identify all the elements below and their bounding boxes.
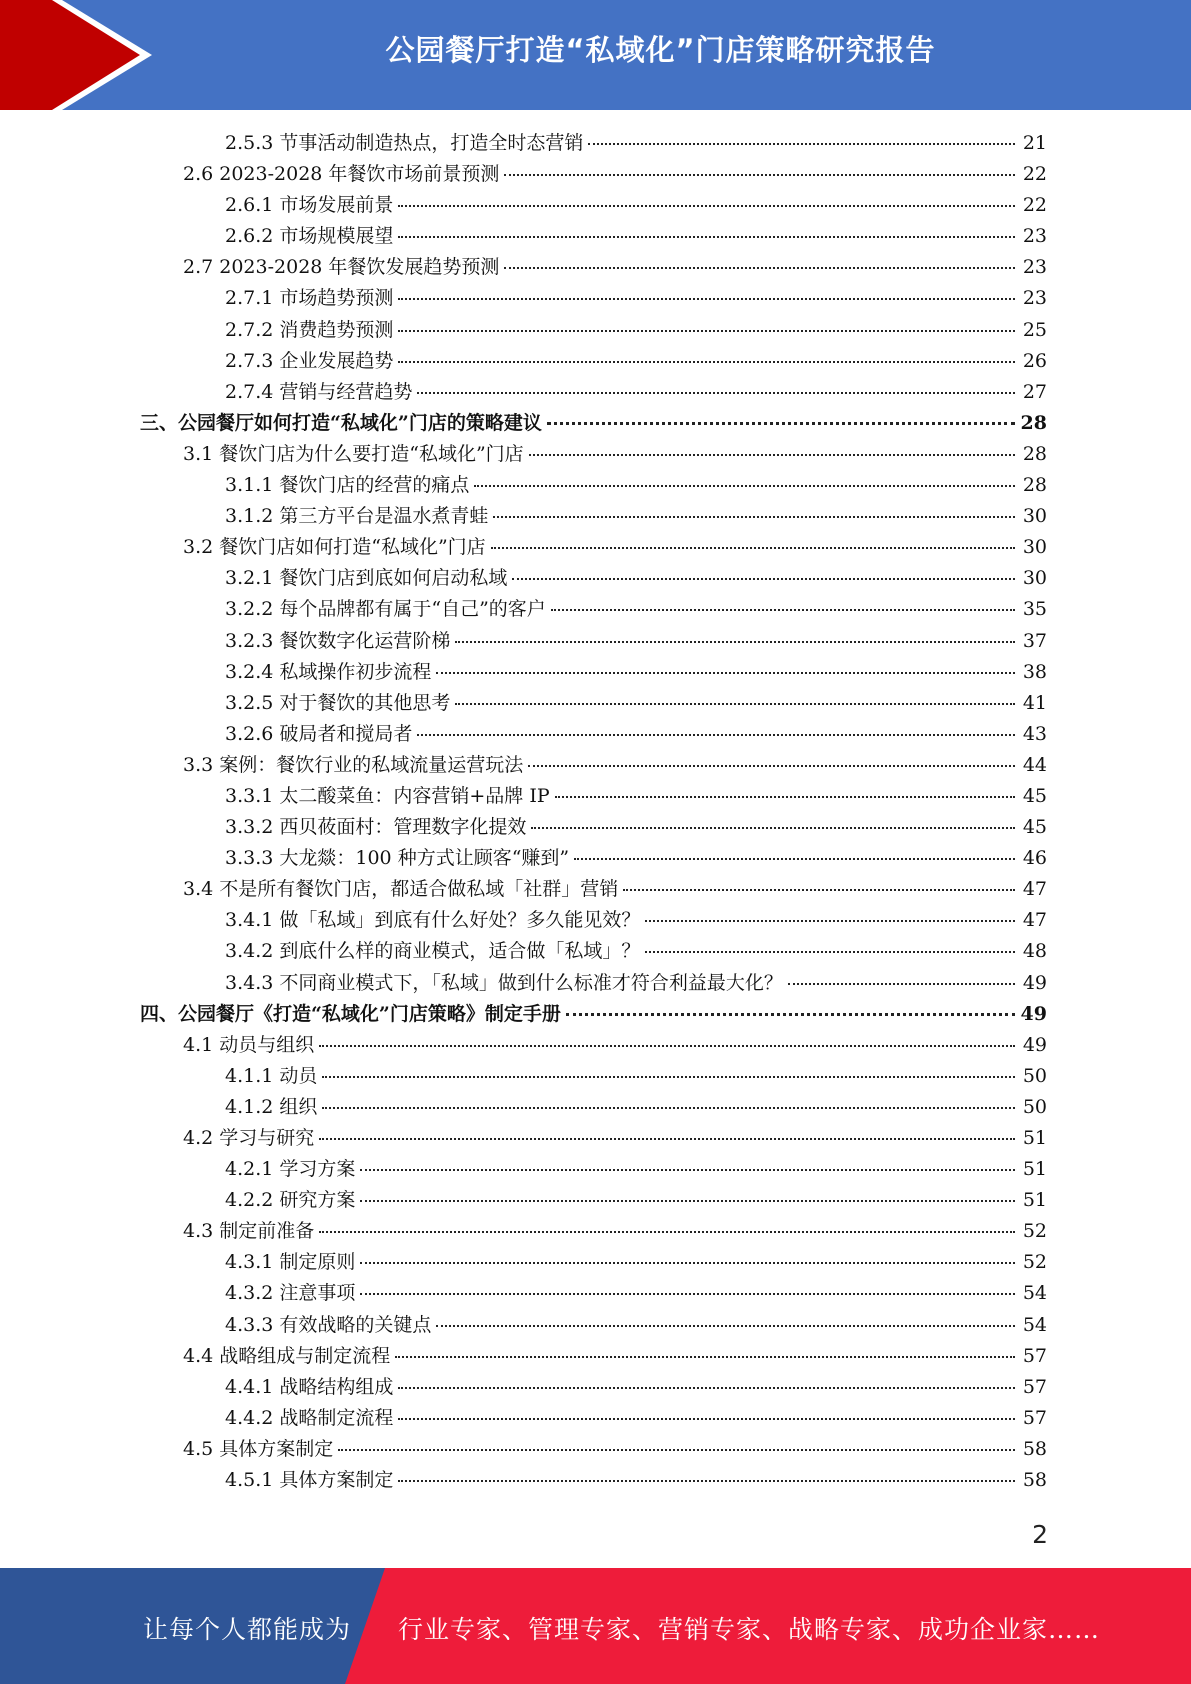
toc-entry-page: 47 bbox=[1022, 878, 1047, 901]
toc-entry-page: 51 bbox=[1022, 1127, 1047, 1149]
toc-dot-leader bbox=[551, 609, 1015, 611]
toc-entry-label: 4.3.1 制定原则 bbox=[225, 1251, 356, 1274]
toc-entry-page: 25 bbox=[1022, 318, 1047, 341]
toc-entry[interactable] bbox=[225, 1185, 1191, 1216]
toc-entry-page: 57 bbox=[1022, 1344, 1047, 1367]
toc-entry-label: 2.7.1 市场趋势预测 bbox=[225, 287, 394, 310]
toc-entry[interactable] bbox=[183, 1123, 1191, 1154]
toc-entry[interactable] bbox=[225, 1278, 1191, 1309]
toc-entry-label: 2.6 2023-2028 年餐饮市场前景预测 bbox=[183, 163, 500, 186]
toc-dot-leader bbox=[455, 641, 1015, 643]
toc-entry-page: 45 bbox=[1022, 816, 1047, 839]
toc-entry-page: 50 bbox=[1022, 1095, 1047, 1118]
toc-entry-label: 4.3 制定前准备 bbox=[183, 1220, 315, 1243]
toc-entry-page: 22 bbox=[1022, 163, 1047, 186]
toc-dot-leader bbox=[623, 889, 1015, 891]
toc-entry[interactable] bbox=[225, 283, 1191, 314]
toc-entry-page: 49 bbox=[1022, 971, 1047, 994]
toc-dot-leader bbox=[319, 1138, 1015, 1140]
report-title: 公园餐厅打造“私域化”门店策略研究报告 bbox=[385, 33, 936, 67]
toc-dot-leader bbox=[529, 454, 1015, 456]
toc-entry-page: 22 bbox=[1022, 194, 1047, 217]
toc-entry-page: 49 bbox=[1022, 1033, 1047, 1056]
toc-dot-leader bbox=[360, 1262, 1015, 1264]
toc-entry[interactable] bbox=[183, 159, 1191, 190]
toc-entry-label: 3.3.3 大龙燚：100 种方式让顾客“赚到” bbox=[225, 847, 570, 870]
toc-dot-leader bbox=[319, 1231, 1015, 1233]
toc-entry-page: 23 bbox=[1022, 256, 1047, 279]
toc-entry[interactable] bbox=[225, 563, 1191, 594]
toc-entry[interactable] bbox=[225, 812, 1191, 843]
toc-entry-label: 3.1.2 第三方平台是温水煮青蛙 bbox=[225, 505, 489, 528]
toc-dot-leader bbox=[398, 205, 1015, 207]
toc-dot-leader bbox=[398, 1418, 1015, 1420]
toc-entry-label: 3.2.5 对于餐饮的其他思考 bbox=[225, 691, 451, 714]
toc-entry-page: 28 bbox=[1020, 411, 1047, 434]
toc-entry-page: 23 bbox=[1022, 225, 1047, 248]
footer-banner bbox=[0, 1568, 1191, 1684]
toc-entry-page: 41 bbox=[1022, 691, 1047, 714]
toc-entry[interactable] bbox=[183, 1216, 1191, 1247]
toc-entry-label: 4.2 学习与研究 bbox=[183, 1127, 315, 1149]
toc-entry-page: 44 bbox=[1022, 753, 1047, 776]
toc-entry-page: 47 bbox=[1022, 909, 1047, 932]
footer-slogan-left: 让每个人都能成为 bbox=[143, 1615, 352, 1644]
toc-entry[interactable] bbox=[225, 781, 1191, 812]
toc-entry-label: 4.1 动员与组织 bbox=[183, 1033, 315, 1056]
toc-entry[interactable] bbox=[225, 128, 1191, 159]
toc-entry-label: 4.2.2 研究方案 bbox=[225, 1189, 356, 1212]
toc-dot-leader bbox=[493, 516, 1015, 518]
toc-dot-leader bbox=[360, 1200, 1015, 1202]
toc-entry-page: 50 bbox=[1022, 1064, 1047, 1087]
toc-entry[interactable] bbox=[183, 532, 1191, 563]
toc-dot-leader bbox=[547, 422, 1015, 425]
toc-entry[interactable] bbox=[225, 905, 1191, 936]
toc-entry-label: 3.4.2 到底什么样的商业模式，适合做「私域」？ bbox=[225, 940, 641, 963]
toc-dot-leader bbox=[645, 951, 1015, 953]
toc-dot-leader bbox=[395, 1356, 1015, 1358]
toc-entry[interactable] bbox=[225, 843, 1191, 874]
toc-entry-label: 3.2.2 每个品牌都有属于“自己”的客户 bbox=[225, 598, 546, 621]
toc-entry[interactable] bbox=[225, 626, 1191, 657]
toc-entry-label: 2.6.2 市场规模展望 bbox=[225, 225, 394, 248]
toc-dot-leader bbox=[398, 1387, 1015, 1389]
toc-entry[interactable] bbox=[183, 750, 1191, 781]
toc-dot-leader bbox=[455, 703, 1015, 705]
toc-entry[interactable] bbox=[225, 315, 1191, 346]
toc-entry[interactable] bbox=[225, 936, 1191, 967]
toc-dot-leader bbox=[436, 1325, 1015, 1327]
toc-entry-page: 52 bbox=[1022, 1251, 1047, 1274]
toc-entry-page: 51 bbox=[1022, 1189, 1047, 1212]
toc-entry-label: 3.1.1 餐饮门店的经营的痛点 bbox=[225, 474, 470, 497]
toc-entry[interactable] bbox=[183, 439, 1191, 470]
toc-dot-leader bbox=[574, 858, 1015, 860]
toc-dot-leader bbox=[788, 983, 1015, 985]
toc-entry-page: 51 bbox=[1022, 1158, 1047, 1181]
toc-entry[interactable] bbox=[140, 408, 1191, 439]
toc-entry[interactable] bbox=[225, 1154, 1191, 1185]
toc-entry[interactable] bbox=[225, 1310, 1191, 1341]
toc-entry-label: 2.7 2023-2028 年餐饮发展趋势预测 bbox=[183, 256, 500, 279]
toc-entry[interactable] bbox=[183, 1434, 1191, 1465]
toc-entry-label: 4.5 具体方案制定 bbox=[183, 1437, 334, 1460]
toc-entry-page: 46 bbox=[1022, 847, 1047, 870]
toc-entry[interactable] bbox=[225, 1403, 1191, 1434]
toc-dot-leader bbox=[417, 392, 1015, 394]
toc-entry-page: 43 bbox=[1022, 722, 1047, 745]
toc-entry[interactable] bbox=[225, 1372, 1191, 1403]
toc-entry-page: 57 bbox=[1022, 1375, 1047, 1398]
toc-dot-leader bbox=[338, 1449, 1015, 1451]
toc-entry[interactable] bbox=[225, 657, 1191, 688]
toc-entry-label: 3.3 案例：餐饮行业的私域流量运营玩法 bbox=[183, 753, 524, 776]
toc-entry-label: 2.5.3 节事活动制造热点，打造全时态营销 bbox=[225, 132, 584, 154]
toc-entry-label: 4.3.3 有效战略的关键点 bbox=[225, 1313, 432, 1336]
toc-entry[interactable] bbox=[225, 470, 1191, 501]
toc-entry[interactable] bbox=[225, 501, 1191, 532]
toc-entry-page: 48 bbox=[1022, 940, 1047, 963]
toc-entry-page: 37 bbox=[1022, 629, 1047, 652]
toc-entry[interactable] bbox=[225, 594, 1191, 625]
toc-dot-leader bbox=[566, 1013, 1015, 1016]
toc-entry-page: 49 bbox=[1020, 1002, 1047, 1025]
toc-entry-page: 28 bbox=[1022, 442, 1047, 465]
toc-dot-leader bbox=[491, 547, 1015, 549]
toc-entry-label: 3.3.1 太二酸菜鱼：内容营销+品牌 IP bbox=[225, 784, 550, 807]
toc-dot-leader bbox=[322, 1107, 1015, 1109]
toc-dot-leader bbox=[319, 1045, 1015, 1047]
toc-entry-label: 4.4.1 战略结构组成 bbox=[225, 1375, 394, 1398]
toc-dot-leader bbox=[417, 734, 1015, 736]
toc-entry[interactable] bbox=[225, 221, 1191, 252]
toc-entry-page: 30 bbox=[1022, 567, 1047, 590]
toc-entry-page: 54 bbox=[1022, 1282, 1047, 1305]
toc-entry-label: 四、公园餐厅《打造“私域化”门店策略》制定手册 bbox=[140, 1002, 561, 1025]
toc-dot-leader bbox=[528, 765, 1015, 767]
toc-dot-leader bbox=[512, 578, 1015, 580]
toc-entry[interactable] bbox=[225, 346, 1191, 377]
toc-dot-leader bbox=[504, 267, 1015, 269]
toc-entry-label: 2.7.3 企业发展趋势 bbox=[225, 349, 394, 372]
toc-entry[interactable] bbox=[225, 719, 1191, 750]
toc-entry[interactable] bbox=[183, 1030, 1191, 1061]
toc-dot-leader bbox=[398, 330, 1015, 332]
toc-entry-label: 4.1.2 组织 bbox=[225, 1095, 318, 1118]
toc-dot-leader bbox=[645, 920, 1015, 922]
toc-entry-page: 57 bbox=[1022, 1406, 1047, 1429]
toc-dot-leader bbox=[531, 827, 1015, 829]
toc-dot-leader bbox=[474, 485, 1015, 487]
toc-entry-page: 54 bbox=[1022, 1313, 1047, 1336]
toc-entry-page: 52 bbox=[1022, 1220, 1047, 1243]
toc-entry-label: 3.1 餐饮门店为什么要打造“私域化”门店 bbox=[183, 442, 524, 465]
toc-entry-label: 4.3.2 注意事项 bbox=[225, 1282, 356, 1305]
header-chevron-graphic bbox=[0, 0, 160, 110]
toc-entry-label: 4.4 战略组成与制定流程 bbox=[183, 1344, 391, 1367]
toc-entry-page: 26 bbox=[1022, 349, 1047, 372]
toc-entry-page: 27 bbox=[1022, 380, 1047, 403]
toc-entry-label: 4.5.1 具体方案制定 bbox=[225, 1469, 394, 1492]
toc-entry-label: 3.4 不是所有餐饮门店，都适合做私域「社群」营销 bbox=[183, 878, 619, 901]
toc-dot-leader bbox=[398, 1480, 1015, 1482]
toc-dot-leader bbox=[398, 236, 1015, 238]
toc-entry-label: 3.2.3 餐饮数字化运营阶梯 bbox=[225, 629, 451, 652]
toc-entry-page: 21 bbox=[1022, 132, 1047, 154]
toc-entry[interactable] bbox=[225, 377, 1191, 408]
toc-dot-leader bbox=[588, 143, 1015, 145]
toc-entry[interactable] bbox=[225, 1247, 1191, 1278]
toc-entry[interactable] bbox=[225, 688, 1191, 719]
toc-dot-leader bbox=[398, 361, 1015, 363]
toc-entry[interactable] bbox=[225, 968, 1191, 999]
toc-entry-label: 3.2 餐饮门店如何打造“私域化”门店 bbox=[183, 536, 486, 559]
toc-entry[interactable] bbox=[225, 1465, 1191, 1496]
toc-entry-label: 3.2.1 餐饮门店到底如何启动私域 bbox=[225, 567, 508, 590]
footer-slogan-right: 行业专家、管理专家、营销专家、战略专家、成功企业家…… bbox=[398, 1615, 1101, 1644]
toc-entry[interactable] bbox=[225, 1061, 1191, 1092]
toc-entry-page: 35 bbox=[1022, 598, 1047, 621]
toc-entry-label: 3.3.2 西贝莜面村：管理数字化提效 bbox=[225, 816, 527, 839]
toc-entry-label: 3.4.3 不同商业模式下，「私域」做到什么标准才符合利益最大化？ bbox=[225, 971, 783, 994]
toc-dot-leader bbox=[322, 1076, 1015, 1078]
toc-entry[interactable] bbox=[183, 252, 1191, 283]
toc-entry-page: 28 bbox=[1022, 474, 1047, 497]
table-of-contents bbox=[0, 128, 1191, 1496]
header-banner bbox=[0, 0, 1191, 110]
toc-entry-label: 2.7.2 消费趋势预测 bbox=[225, 318, 394, 341]
toc-entry-label: 2.6.1 市场发展前景 bbox=[225, 194, 394, 217]
toc-entry[interactable] bbox=[140, 999, 1191, 1030]
toc-entry-label: 3.2.6 破局者和搅局者 bbox=[225, 722, 413, 745]
toc-entry-page: 58 bbox=[1022, 1469, 1047, 1492]
toc-dot-leader bbox=[398, 298, 1015, 300]
toc-entry-label: 4.1.1 动员 bbox=[225, 1064, 318, 1087]
toc-entry[interactable] bbox=[183, 874, 1191, 905]
toc-entry[interactable] bbox=[225, 1092, 1191, 1123]
toc-dot-leader bbox=[360, 1169, 1015, 1171]
toc-entry-page: 38 bbox=[1022, 660, 1047, 683]
toc-entry-label: 3.4.1 做「私域」到底有什么好处？多久能见效？ bbox=[225, 909, 641, 932]
toc-dot-leader bbox=[436, 672, 1015, 674]
toc-entry-label: 4.4.2 战略制定流程 bbox=[225, 1406, 394, 1429]
toc-entry-page: 30 bbox=[1022, 505, 1047, 528]
toc-entry[interactable] bbox=[225, 190, 1191, 221]
page-number: 2 bbox=[1032, 1520, 1048, 1549]
toc-entry-page: 45 bbox=[1022, 784, 1047, 807]
toc-dot-leader bbox=[504, 174, 1015, 176]
toc-entry-label: 2.7.4 营销与经营趋势 bbox=[225, 380, 413, 403]
toc-entry-page: 30 bbox=[1022, 536, 1047, 559]
toc-entry-page: 23 bbox=[1022, 287, 1047, 310]
toc-entry-label: 4.2.1 学习方案 bbox=[225, 1158, 356, 1181]
toc-dot-leader bbox=[555, 796, 1015, 798]
toc-entry[interactable] bbox=[183, 1341, 1191, 1372]
toc-dot-leader bbox=[360, 1293, 1015, 1295]
toc-entry-label: 三、公园餐厅如何打造“私域化”门店的策略建议 bbox=[140, 411, 542, 434]
toc-entry-page: 58 bbox=[1022, 1437, 1047, 1460]
toc-entry-label: 3.2.4 私域操作初步流程 bbox=[225, 660, 432, 683]
